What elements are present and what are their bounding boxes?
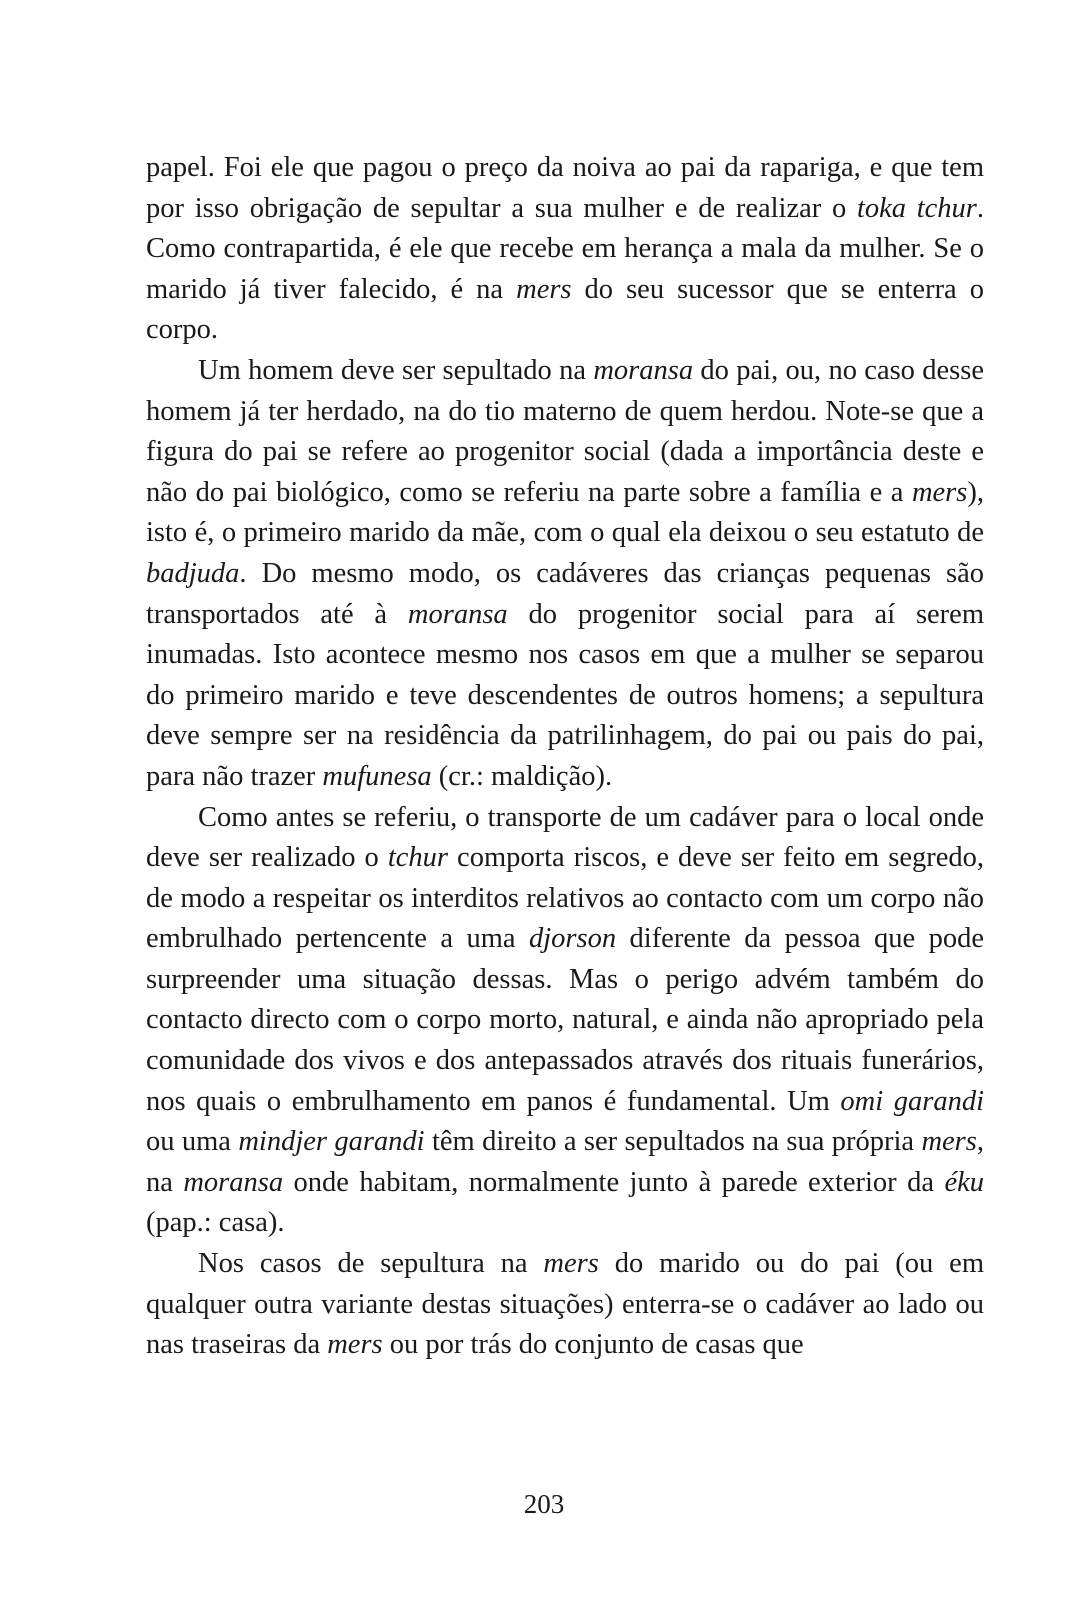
page-body	[146, 148, 984, 1408]
italic-term: éku	[944, 1166, 984, 1198]
text-run: . Do mesmo modo, os cadáveres das crianças pequenas são transportados até à	[146, 557, 984, 630]
text-run: diferente da pessoa que pode surpreender uma situação dessas. Mas o perigo advém também do contacto directo com o corpo morto, natural, e ainda não apropriado pela comunidade dos vivos e dos antepassados através dos rituais funerários, nos quais o embrulhamento em panos é fundamental. Um	[146, 923, 985, 1117]
italic-term: mufunesa	[322, 760, 432, 792]
text-run: papel. Foi ele que pagou o preço da noiva ao pai da rapariga, e que tem por isso obrigação de sepultar a sua mulher e de realizar o	[146, 152, 984, 224]
italic-term: omi garandi	[840, 1085, 984, 1117]
text-run: (cr.: maldição).	[431, 760, 613, 792]
text-run: do pai, ou, no caso desse homem já ter herdado, na do tio materno de quem herdou. Note-se que a figura do pai se refere ao progenitor social (dada a importância deste e não do pai biológico, como se referiu na parte sobre a família e a	[146, 354, 984, 508]
page-number: 203	[523, 1489, 565, 1519]
text-run: do marido ou do pai (ou em qualquer outra variante destas situações) enterra-se o cadáver ao lado ou nas traseiras da	[146, 1248, 984, 1361]
paragraph-1	[146, 148, 984, 351]
paragraph-3	[146, 798, 984, 1245]
text-run: ou uma	[146, 1126, 239, 1158]
text-run: onde habitam, normalmente junto à parede exterior da	[283, 1166, 945, 1198]
text-run: (pap.: casa).	[146, 1207, 285, 1239]
italic-term: moransa	[593, 354, 694, 386]
italic-term: moransa	[183, 1166, 284, 1198]
paragraph-4	[146, 1244, 984, 1366]
italic-term: mers	[911, 476, 968, 508]
italic-term: mers	[921, 1126, 977, 1158]
italic-term: mers	[543, 1248, 599, 1280]
paragraph-2	[146, 351, 984, 798]
text-run: do progenitor social para aí serem inumadas. Isto acontece mesmo nos casos em que a mulher se separou do primeiro marido e teve descendentes de outros homens; a sepultura deve sempre ser na residência da patrilinhagem, do pai ou pais do pai, para não trazer	[146, 598, 984, 792]
text-run: Como antes se referiu, o transporte de um cadáver para o local onde deve ser realizado o	[146, 801, 984, 874]
text-run: ou por trás do conjunto de casas que	[382, 1329, 804, 1361]
text-run: do seu sucessor que se enterra o corpo.	[146, 273, 984, 346]
text-run: Nos casos de sepultura na	[198, 1248, 544, 1280]
text-run: comporta riscos, e deve ser feito em segredo, de modo a respeitar os interditos relativos ao contacto com um corpo não embrulhado pertencente a uma	[146, 842, 984, 955]
italic-term: mers	[327, 1329, 383, 1361]
italic-term: moransa	[407, 598, 508, 630]
text-run: ), isto é, o primeiro marido da mãe, com o qual ela deixou o seu estatuto de	[146, 476, 984, 549]
italic-term: tchur	[387, 842, 449, 874]
italic-term: mers	[516, 273, 572, 305]
italic-term: mindjer garandi	[238, 1126, 425, 1158]
text-run: têm direito a ser sepultados na sua própria	[424, 1126, 922, 1158]
italic-term: badjuda	[146, 557, 240, 589]
italic-term: djorson	[528, 923, 617, 955]
text-run: . Como contrapartida, é ele que recebe em herança a mala da mulher. Se o marido já tiver falecido, é na	[146, 192, 984, 305]
italic-term: toka tchur	[856, 192, 977, 224]
text-run: , na	[146, 1126, 984, 1198]
text-run: Um homem deve ser sepultado na	[198, 354, 594, 386]
